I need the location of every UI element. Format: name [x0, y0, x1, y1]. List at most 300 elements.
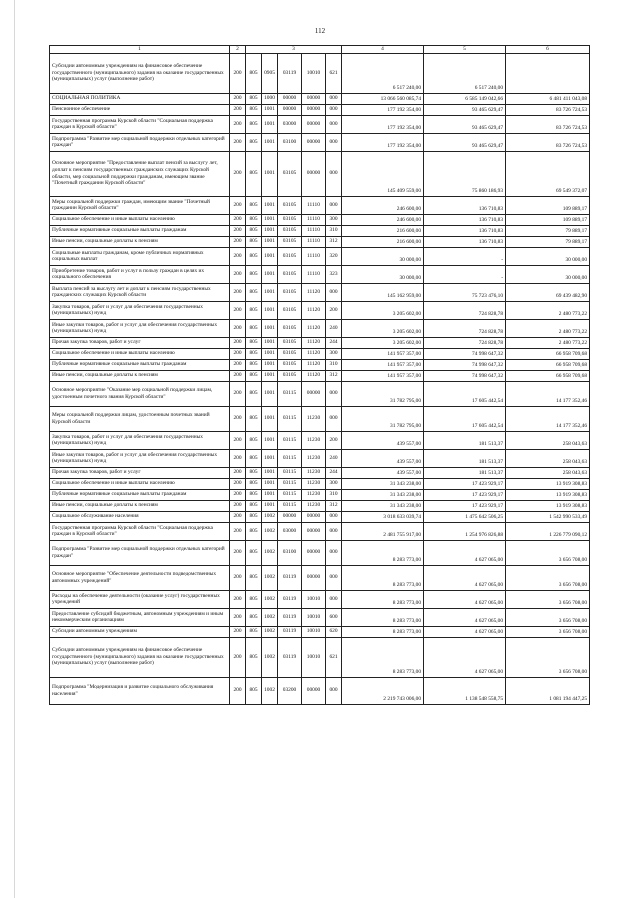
amount-cell: 74 998 647,32 — [424, 359, 506, 370]
code-cell: 1001 — [262, 348, 278, 359]
amount-cell: 246 600,00 — [342, 196, 424, 214]
amount-cell: 66 958 709,68 — [506, 359, 590, 370]
code-cell: 805 — [246, 540, 262, 565]
code-cell: 312 — [326, 236, 342, 247]
row-name-cell: Прочая закупка товаров, работ и услуг — [50, 467, 230, 478]
row-name-cell: СОЦИАЛЬНАЯ ПОЛИТИКА — [50, 93, 230, 104]
code-cell: 1000 — [262, 93, 278, 104]
code-cell: 200 — [230, 319, 246, 337]
amount-cell — [506, 53, 590, 93]
amount-cell: 4 627 065,00 — [424, 590, 506, 608]
code-cell: 200 — [230, 247, 246, 265]
code-cell: 11120 — [302, 337, 326, 348]
code-cell: 200 — [230, 637, 246, 677]
table-row — [50, 319, 590, 337]
amount-cell: 79 889,17 — [506, 236, 590, 247]
code-cell: 200 — [230, 381, 246, 406]
header-cell: 6 — [506, 46, 590, 54]
amount-cell: 136 710,83 — [424, 225, 506, 236]
code-cell: 1001 — [262, 214, 278, 225]
header-cell: 3 — [246, 46, 342, 54]
code-cell: 10010 — [302, 608, 326, 626]
code-cell: 03105 — [278, 151, 302, 196]
amount-cell: 145 162 959,00 — [342, 283, 424, 301]
row-name-cell: Меры социальной поддержки лицам, удостоенным почетных званий Курской области — [50, 406, 230, 431]
code-cell: 312 — [326, 500, 342, 511]
code-cell: 621 — [326, 637, 342, 677]
amount-cell: 3 656 708,00 — [506, 637, 590, 677]
code-cell: 200 — [326, 431, 342, 449]
table-row — [50, 677, 590, 704]
amount-cell: - — [424, 247, 506, 265]
table-row — [50, 151, 590, 196]
amount-cell: 181 513,37 — [424, 467, 506, 478]
code-cell: 1001 — [262, 467, 278, 478]
code-cell: 00000 — [302, 522, 326, 540]
table-row — [50, 225, 590, 236]
table-row — [50, 406, 590, 431]
amount-cell: 6 517 240,00 — [424, 53, 506, 93]
table-row — [50, 370, 590, 381]
amount-cell: 3 656 708,00 — [506, 590, 590, 608]
table-row — [50, 196, 590, 214]
code-cell: 03115 — [278, 489, 302, 500]
code-cell: 200 — [230, 359, 246, 370]
code-cell: 805 — [246, 265, 262, 283]
code-cell: 03105 — [278, 301, 302, 319]
code-cell: 000 — [326, 151, 342, 196]
code-cell: 805 — [246, 53, 262, 93]
amount-cell: 4 627 065,00 — [424, 608, 506, 626]
code-cell: 805 — [246, 522, 262, 540]
amount-cell: 93 465 629,47 — [424, 115, 506, 133]
table-row — [50, 301, 590, 319]
table-row — [50, 53, 590, 93]
code-cell: 03115 — [278, 478, 302, 489]
table-row — [50, 449, 590, 467]
amount-cell: 2 219 743 006,00 — [342, 677, 424, 704]
amount-cell: 181 513,37 — [424, 449, 506, 467]
code-cell: 200 — [230, 265, 246, 283]
code-cell: 200 — [230, 608, 246, 626]
header-row — [50, 46, 590, 54]
table-row — [50, 104, 590, 115]
code-cell: 805 — [246, 431, 262, 449]
amount-cell: 69 549 372,07 — [506, 151, 590, 196]
amount-cell: 13 066 560 085,74 — [342, 93, 424, 104]
code-cell: 805 — [246, 301, 262, 319]
row-name-cell: Социальное обеспечение и иные выплаты населению — [50, 214, 230, 225]
code-cell: 1001 — [262, 236, 278, 247]
row-name-cell: Расходы на обеспечение деятельности (оказание услуг) государственных учреждений — [50, 590, 230, 608]
amount-cell: 3 656 708,00 — [506, 565, 590, 590]
code-cell: 03105 — [278, 319, 302, 337]
table-row — [50, 489, 590, 500]
amount-cell: 258 043,63 — [506, 467, 590, 478]
code-cell: 1002 — [262, 590, 278, 608]
code-cell: 03200 — [278, 677, 302, 704]
amount-cell: 4 627 065,00 — [424, 565, 506, 590]
code-cell: 200 — [230, 283, 246, 301]
amount-cell: 3 205 602,00 — [342, 319, 424, 337]
code-cell: 11230 — [302, 489, 326, 500]
row-name-cell: Подпрограмма "Модернизация и развитие социального обслуживания населения" — [50, 677, 230, 704]
table-row — [50, 500, 590, 511]
amount-cell: 69 439 482,90 — [506, 283, 590, 301]
row-name-cell: Иные пенсии, социальные доплаты к пенсиям — [50, 370, 230, 381]
code-cell: 1002 — [262, 677, 278, 704]
code-cell: 000 — [326, 565, 342, 590]
code-cell: 200 — [230, 236, 246, 247]
code-cell: 11120 — [302, 319, 326, 337]
amount-cell: 17 423 929,17 — [424, 489, 506, 500]
amount-cell: 31 343 238,00 — [342, 489, 424, 500]
code-cell: 03115 — [278, 467, 302, 478]
code-cell: 1001 — [262, 431, 278, 449]
amount-cell: 8 283 773,00 — [342, 540, 424, 565]
code-cell: 200 — [230, 478, 246, 489]
code-cell: 1002 — [262, 626, 278, 637]
amount-cell: 8 283 773,00 — [342, 626, 424, 637]
amount-cell: 30 000,00 — [342, 247, 424, 265]
amount-cell: 30 000,00 — [506, 265, 590, 283]
amount-cell: 109 889,17 — [506, 196, 590, 214]
code-cell: 000 — [326, 540, 342, 565]
code-cell: 000 — [326, 283, 342, 301]
amount-cell: 6 585 149 042,66 — [424, 93, 506, 104]
code-cell: 11120 — [302, 283, 326, 301]
code-cell: 000 — [326, 93, 342, 104]
code-cell: 00000 — [302, 133, 326, 151]
amount-cell: 17 605 442,54 — [424, 381, 506, 406]
code-cell: 03105 — [278, 225, 302, 236]
amount-cell: 3 205 602,00 — [342, 337, 424, 348]
code-cell: 200 — [230, 540, 246, 565]
code-cell: 805 — [246, 370, 262, 381]
table-row — [50, 608, 590, 626]
code-cell: 000 — [326, 590, 342, 608]
row-name-cell: Прочая закупка товаров, работ и услуг — [50, 337, 230, 348]
code-cell: 200 — [230, 431, 246, 449]
row-name-cell: Основное мероприятие "Обеспечение деятельности подведомственных автономных учреждений" — [50, 565, 230, 590]
amount-cell: 74 998 647,32 — [424, 370, 506, 381]
code-cell: 11230 — [302, 478, 326, 489]
code-cell: 200 — [230, 104, 246, 115]
amount-cell: 14 177 352,46 — [506, 381, 590, 406]
code-cell: 000 — [326, 196, 342, 214]
table-row — [50, 540, 590, 565]
amount-cell: 75 860 186,93 — [424, 151, 506, 196]
code-cell: 03115 — [278, 406, 302, 431]
code-cell: 00000 — [302, 115, 326, 133]
code-cell: 200 — [230, 677, 246, 704]
amount-cell: 141 957 357,00 — [342, 359, 424, 370]
amount-cell: 181 513,37 — [424, 431, 506, 449]
code-cell: 300 — [326, 478, 342, 489]
code-cell: 11120 — [302, 301, 326, 319]
code-cell: 312 — [326, 370, 342, 381]
amount-cell: 724 828,78 — [424, 301, 506, 319]
table-row — [50, 590, 590, 608]
code-cell: 11110 — [302, 265, 326, 283]
table-row — [50, 236, 590, 247]
code-cell: 200 — [230, 511, 246, 522]
code-cell: 10010 — [302, 626, 326, 637]
amount-cell: 30 000,00 — [342, 265, 424, 283]
code-cell: 244 — [326, 467, 342, 478]
code-cell: 1001 — [262, 337, 278, 348]
amount-cell: 31 343 238,00 — [342, 478, 424, 489]
amount-cell: 1 138 548 558,75 — [424, 677, 506, 704]
amount-cell: 14 177 352,46 — [506, 406, 590, 431]
amount-cell: 724 828,78 — [424, 337, 506, 348]
row-name-cell: Иные пенсии, социальные доплаты к пенсиям — [50, 236, 230, 247]
code-cell: 200 — [230, 115, 246, 133]
code-cell: 200 — [230, 53, 246, 93]
code-cell: 805 — [246, 104, 262, 115]
code-cell: 11120 — [302, 359, 326, 370]
amount-cell: 30 000,00 — [506, 247, 590, 265]
code-cell: 00000 — [302, 677, 326, 704]
table-row — [50, 337, 590, 348]
code-cell: 200 — [230, 500, 246, 511]
code-cell: 03105 — [278, 247, 302, 265]
code-cell: 200 — [230, 370, 246, 381]
code-cell: 200 — [230, 225, 246, 236]
amount-cell: 3 656 708,00 — [506, 540, 590, 565]
row-name-cell: Субсидии автономным учреждениям на финансовое обеспечение государственного (муниципального) задания на оказание государственных (муниципальных) услуг (выполнение работ) — [50, 53, 230, 93]
row-name-cell: Основное мероприятие "Предоставление выплат пенсий за выслугу лет, доплат к пенсиям государственных гражданских служащих Курской области, мер социальной поддержки гражданам, имеющим звание "Почетный гражданин Курской области" — [50, 151, 230, 196]
code-cell: 805 — [246, 608, 262, 626]
code-cell: 300 — [326, 214, 342, 225]
code-cell: 000 — [326, 522, 342, 540]
table-row — [50, 478, 590, 489]
amount-cell: 177 192 354,00 — [342, 133, 424, 151]
table-row — [50, 283, 590, 301]
code-cell: 805 — [246, 247, 262, 265]
amount-cell: 136 710,83 — [424, 214, 506, 225]
amount-cell: 13 919 308,83 — [506, 478, 590, 489]
table-row — [50, 214, 590, 225]
amount-cell: 4 627 065,00 — [424, 637, 506, 677]
code-cell: 000 — [326, 677, 342, 704]
code-cell: 200 — [230, 196, 246, 214]
code-cell: 805 — [246, 489, 262, 500]
code-cell: 00000 — [278, 511, 302, 522]
code-cell: 805 — [246, 626, 262, 637]
code-cell: 200 — [230, 467, 246, 478]
code-cell: 1001 — [262, 115, 278, 133]
amount-cell: 79 889,17 — [506, 225, 590, 236]
code-cell: 1002 — [262, 565, 278, 590]
code-cell: 11110 — [302, 196, 326, 214]
code-cell: 323 — [326, 265, 342, 283]
code-cell: 805 — [246, 348, 262, 359]
code-cell: 805 — [246, 115, 262, 133]
row-name-cell: Субсидии автономным учреждениям — [50, 626, 230, 637]
code-cell: 1001 — [262, 283, 278, 301]
amount-cell: 2 480 773,22 — [506, 301, 590, 319]
row-name-cell: Государственная программа Курской области "Социальная поддержка граждан в Курской области" — [50, 522, 230, 540]
code-cell: 03119 — [278, 626, 302, 637]
row-name-cell: Выплата пенсий за выслугу лет и доплат к пенсиям государственных гражданских служащих Курской области — [50, 283, 230, 301]
amount-cell: 8 283 773,00 — [342, 590, 424, 608]
amount-cell: 4 627 065,00 — [424, 540, 506, 565]
code-cell: 1001 — [262, 319, 278, 337]
amount-cell: 258 043,63 — [506, 431, 590, 449]
amount-cell: 2 481 755 917,00 — [342, 522, 424, 540]
code-cell: 03119 — [278, 637, 302, 677]
code-cell: 805 — [246, 381, 262, 406]
code-cell: 03119 — [278, 565, 302, 590]
amount-cell: 31 343 238,00 — [342, 500, 424, 511]
header-cell: 2 — [230, 46, 246, 54]
code-cell: 200 — [230, 151, 246, 196]
code-cell: 1001 — [262, 489, 278, 500]
table-row — [50, 467, 590, 478]
code-cell: 200 — [230, 489, 246, 500]
code-cell: 1002 — [262, 522, 278, 540]
code-cell: 805 — [246, 406, 262, 431]
code-cell: 805 — [246, 236, 262, 247]
amount-cell: 109 889,17 — [506, 214, 590, 225]
amount-cell: 17 423 929,17 — [424, 478, 506, 489]
code-cell: 805 — [246, 565, 262, 590]
table-row — [50, 93, 590, 104]
row-name-cell: Иные закупки товаров, работ и услуг для обеспечения государственных (муниципальных) нужд — [50, 319, 230, 337]
code-cell: 805 — [246, 337, 262, 348]
code-cell: 200 — [230, 406, 246, 431]
row-name-cell: Социальное обеспечение и иные выплаты населению — [50, 478, 230, 489]
code-cell: 03100 — [278, 133, 302, 151]
code-cell: 03105 — [278, 265, 302, 283]
amount-cell: 246 600,00 — [342, 214, 424, 225]
amount-cell: 3 018 633 039,74 — [342, 511, 424, 522]
code-cell: 000 — [326, 115, 342, 133]
amount-cell: 66 958 709,68 — [506, 348, 590, 359]
code-cell: 240 — [326, 449, 342, 467]
amount-cell: 31 782 795,00 — [342, 406, 424, 431]
code-cell: 310 — [326, 225, 342, 236]
row-name-cell: Публичные нормативные социальные выплаты гражданам — [50, 359, 230, 370]
amount-cell: 74 998 647,32 — [424, 348, 506, 359]
code-cell: 03000 — [278, 115, 302, 133]
code-cell: 200 — [230, 133, 246, 151]
amount-cell: 439 557,00 — [342, 467, 424, 478]
code-cell: 00000 — [302, 540, 326, 565]
header-cell: 4 — [342, 46, 424, 54]
row-name-cell: Социальное обслуживание населения — [50, 511, 230, 522]
amount-cell: 141 957 357,00 — [342, 348, 424, 359]
code-cell: 11230 — [302, 500, 326, 511]
code-cell: 240 — [326, 319, 342, 337]
scan-edge — [14, 0, 15, 898]
amount-cell: 2 480 773,22 — [506, 319, 590, 337]
amount-cell: 145 409 559,00 — [342, 151, 424, 196]
code-cell: 1001 — [262, 133, 278, 151]
code-cell: 300 — [326, 348, 342, 359]
amount-cell: 439 557,00 — [342, 449, 424, 467]
code-cell: 805 — [246, 500, 262, 511]
code-cell: 11230 — [302, 406, 326, 431]
code-cell: 805 — [246, 637, 262, 677]
code-cell: 1001 — [262, 370, 278, 381]
amount-cell: 31 782 795,00 — [342, 381, 424, 406]
code-cell: 10010 — [302, 53, 326, 93]
amount-cell: 13 919 308,83 — [506, 489, 590, 500]
amount-cell: - — [424, 265, 506, 283]
code-cell: 310 — [326, 359, 342, 370]
amount-cell: 6 481 411 043,08 — [506, 93, 590, 104]
header-cell: 1 — [50, 46, 230, 54]
row-name-cell: Основное мероприятие "Оказание мер социальной поддержки лицам, удостоенным почетного звания Курской области" — [50, 381, 230, 406]
code-cell: 03119 — [278, 608, 302, 626]
table-row — [50, 511, 590, 522]
code-cell: 200 — [230, 565, 246, 590]
code-cell: 1001 — [262, 381, 278, 406]
code-cell: 805 — [246, 319, 262, 337]
code-cell: 200 — [230, 522, 246, 540]
amount-cell: 17 423 929,17 — [424, 500, 506, 511]
code-cell: 00000 — [278, 93, 302, 104]
code-cell: 00000 — [302, 104, 326, 115]
code-cell: 10010 — [302, 590, 326, 608]
amount-cell: 93 465 629,47 — [424, 104, 506, 115]
code-cell: 11230 — [302, 467, 326, 478]
code-cell: 00000 — [302, 93, 326, 104]
row-name-cell: Пенсионное обеспечение — [50, 104, 230, 115]
table-row — [50, 247, 590, 265]
table-row — [50, 133, 590, 151]
code-cell: 03105 — [278, 337, 302, 348]
table-row — [50, 265, 590, 283]
row-name-cell: Социальное обеспечение и иные выплаты населению — [50, 348, 230, 359]
code-cell: 00000 — [302, 381, 326, 406]
code-cell: 805 — [246, 283, 262, 301]
page-number: 112 — [314, 27, 326, 35]
code-cell: 1001 — [262, 265, 278, 283]
code-cell: 805 — [246, 214, 262, 225]
code-cell: 621 — [326, 53, 342, 93]
row-name-cell: Подпрограмма "Развитие мер социальной поддержки отдельных категорий граждан" — [50, 133, 230, 151]
code-cell: 1001 — [262, 151, 278, 196]
code-cell: 805 — [246, 511, 262, 522]
code-cell: 10010 — [302, 637, 326, 677]
row-name-cell: Публичные нормативные социальные выплаты гражданам — [50, 489, 230, 500]
code-cell: 03115 — [278, 449, 302, 467]
amount-cell: 3 205 602,00 — [342, 301, 424, 319]
code-cell: 03119 — [278, 53, 302, 93]
code-cell: 1002 — [262, 637, 278, 677]
amount-cell: 136 710,83 — [424, 236, 506, 247]
amount-cell: 83 726 724,53 — [506, 115, 590, 133]
code-cell: 200 — [326, 301, 342, 319]
amount-cell: 258 043,63 — [506, 449, 590, 467]
row-name-cell: Закупка товаров, работ и услуг для обеспечения государственных (муниципальных) нужд — [50, 301, 230, 319]
code-cell: 03105 — [278, 348, 302, 359]
amount-cell: 724 828,78 — [424, 319, 506, 337]
code-cell: 1001 — [262, 225, 278, 236]
table-row — [50, 431, 590, 449]
amount-cell: 141 957 357,00 — [342, 370, 424, 381]
budget-table — [49, 45, 590, 705]
code-cell: 11230 — [302, 449, 326, 467]
code-cell: 200 — [230, 348, 246, 359]
code-cell: 00000 — [302, 511, 326, 522]
code-cell: 200 — [230, 626, 246, 637]
amount-cell: 3 656 708,00 — [506, 626, 590, 637]
code-cell: 03115 — [278, 500, 302, 511]
